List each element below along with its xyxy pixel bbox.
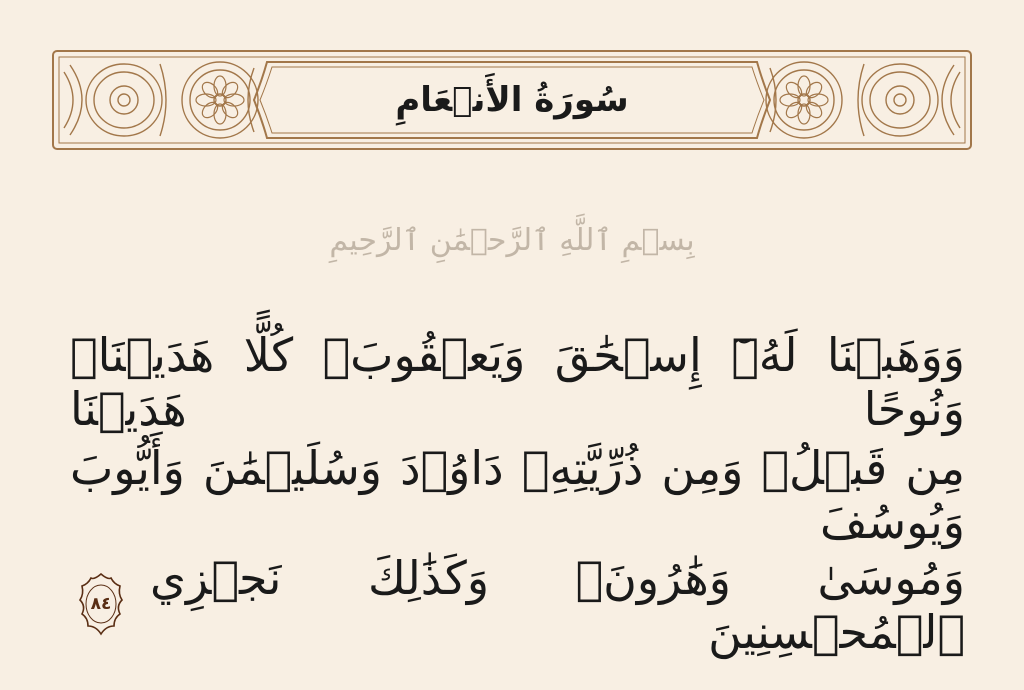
ayah-end-marker — [78, 572, 124, 636]
verse-line-3 — [150, 551, 965, 659]
surah-title: سُورَةُ الأَنۡعَامِ — [395, 80, 629, 120]
verse-line-1 — [70, 328, 965, 436]
verse-line-1-text: وَوَهَبۡنَا لَهُۥٓ إِسۡحَٰقَ وَيَعۡقُوبَۚ كُلًّا هَدَيۡنَاۚ وَنُوحًا هَدَيۡنَا — [70, 328, 965, 436]
verse-line-2 — [70, 441, 965, 549]
verse-line-2-text: مِن قَبۡلُۖ وَمِن ذُرِّيَّتِهِۦ دَاوُۥدَ وَسُلَيۡمَٰنَ وَأَيُّوبَ وَيُوسُفَ — [70, 441, 965, 549]
verse-line-3-text: وَمُوسَىٰ وَهَٰرُونَۚ وَكَذَٰلِكَ نَجۡزِي ٱلۡمُحۡسِنِينَ — [150, 551, 965, 659]
ayah-number: ٨٤ — [90, 594, 112, 614]
basmala: بِسۡمِ ٱللَّهِ ٱلرَّحۡمَٰنِ ٱلرَّحِيمِ — [329, 222, 695, 258]
surah-header-banner — [52, 50, 972, 150]
